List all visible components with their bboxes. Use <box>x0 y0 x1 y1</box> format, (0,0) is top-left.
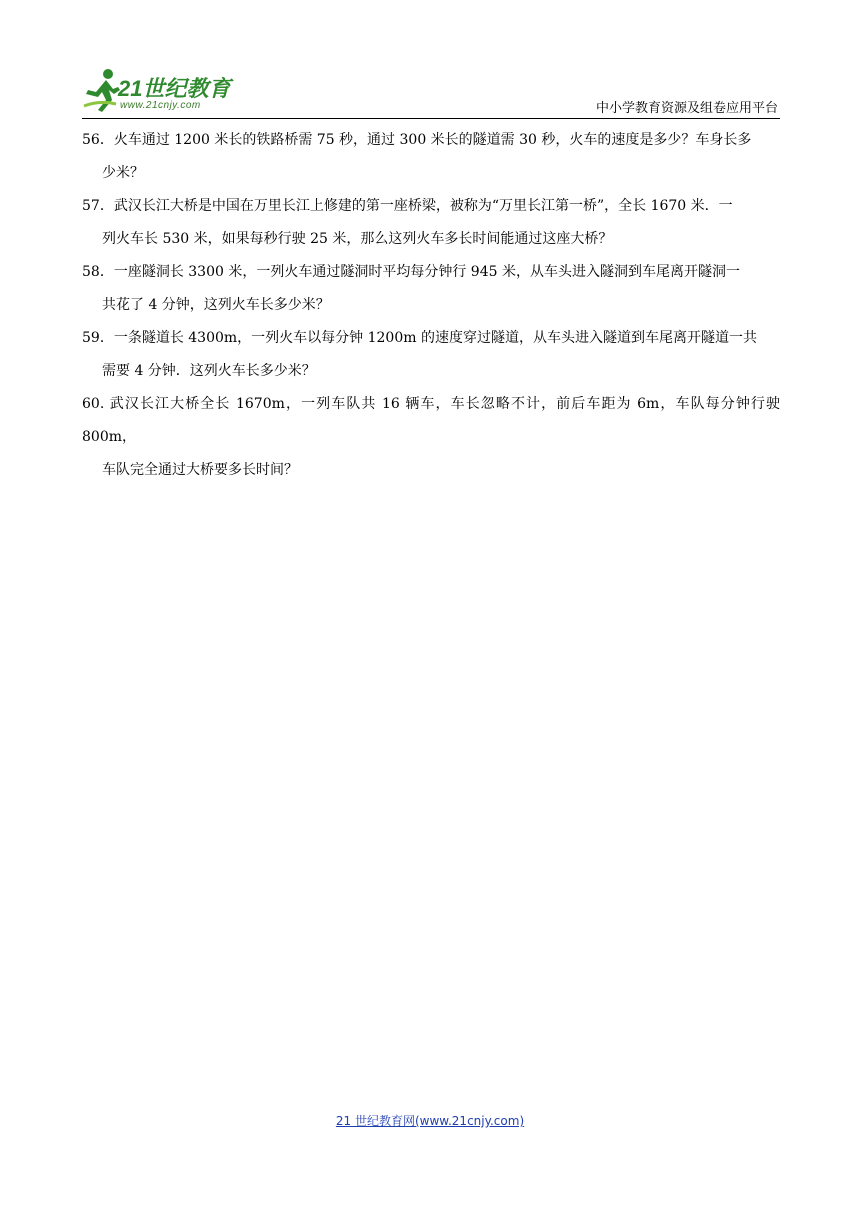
question-59-line1: 59．一条隧道长 4300m，一列火车以每分钟 1200m 的速度穿过隧道，从车头进入隧道到车尾离开隧道一共 <box>82 330 757 346</box>
question-59-line2: 需要 4 分钟．这列火车长多少米？ <box>102 363 316 379</box>
footer-link[interactable]: 21 世纪教育网(www.21cnjy.com) <box>335 1114 525 1128</box>
question-57-line2: 列火车长 530 米，如果每秒行驶 25 米，那么这列火车多长时间能通过这座大桥？ <box>102 231 613 247</box>
question-57 <box>82 190 780 256</box>
question-56-line2: 少米？ <box>102 165 144 181</box>
question-57-line1: 57．武汉长江大桥是中国在万里长江上修建的第一座桥梁，被称为“万里长江第一桥”，全长 1670 米．一 <box>82 198 733 214</box>
question-60-line1: 60. 武汉长江大桥全长 1670m，一列车队共 16 辆车，车长忽略不计，前后车距为 6m，车队每分钟行驶 800m， <box>82 396 780 445</box>
question-60-line2: 车队完全通过大桥要多长时间？ <box>102 462 298 478</box>
page-footer <box>0 1112 860 1129</box>
header-divider <box>82 118 780 119</box>
question-56 <box>82 124 780 190</box>
question-58-line2: 共花了 4 分钟，这列火车长多少米？ <box>102 297 330 313</box>
question-58-line1: 58．一座隧洞长 3300 米，一列火车通过隧洞时平均每分钟行 945 米，从车头进入隧洞到车尾离开隧洞一 <box>82 264 740 280</box>
runner-logo-icon <box>82 66 122 114</box>
question-60 <box>82 388 780 487</box>
question-59 <box>82 322 780 388</box>
logo-text: 21世纪教育 <box>118 76 231 101</box>
platform-name: 中小学教育资源及组卷应用平台 <box>595 101 778 116</box>
question-56-line1: 56．火车通过 1200 米长的铁路桥需 75 秒，通过 300 米长的隧道需 30 秒，火车的速度是多少？车身长多 <box>82 132 752 148</box>
logo-url: www.21cnjy.com <box>120 100 201 111</box>
question-list <box>82 124 780 487</box>
logo <box>82 66 262 118</box>
question-58 <box>82 256 780 322</box>
page-header <box>82 66 780 118</box>
